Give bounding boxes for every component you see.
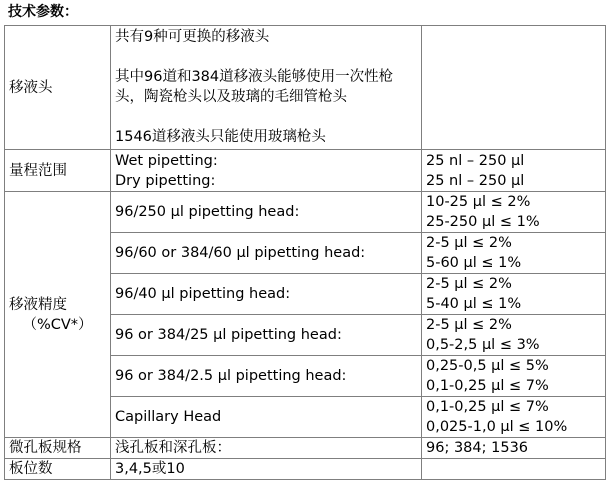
tips-description xyxy=(111,26,422,150)
precision-head-values xyxy=(422,192,606,233)
precision-head-values xyxy=(422,315,606,356)
tips-value-empty xyxy=(422,26,606,150)
precision-value: 0,1-0,25 µl ≤ 7% xyxy=(426,378,549,394)
precision-head-values xyxy=(422,274,606,315)
precision-value: 25-250 µl ≤ 1% xyxy=(426,214,540,230)
row-label-positions: 板位数 xyxy=(5,459,111,480)
range-item-value: 25 nl – 250 µl xyxy=(426,152,525,169)
precision-value: 0,025-1,0 µl ≤ 10% xyxy=(426,419,568,435)
precision-head-name: 96/40 µl pipetting head: xyxy=(111,274,422,315)
precision-head-values xyxy=(422,397,606,438)
tips-line1: 共有9种可更换的移液头 xyxy=(115,29,270,45)
precision-label-line1: 移液精度 xyxy=(9,296,67,313)
precision-value: 10-25 µl ≤ 2% xyxy=(426,194,531,210)
positions-value: 3,4,5或10 xyxy=(111,459,422,480)
precision-value: 2-5 µl ≤ 2% xyxy=(426,317,512,333)
tips-line3: 1546道移液头只能使用玻璃枪头 xyxy=(115,129,326,145)
precision-head-name: 96 or 384/25 µl pipetting head: xyxy=(111,315,422,356)
precision-value: 0,5-2,5 µl ≤ 3% xyxy=(426,337,540,353)
precision-label-line2: （%CV*） xyxy=(22,316,93,333)
positions-empty xyxy=(422,459,606,480)
tips-line2b: 头，陶瓷枪头以及玻璃的毛细管枪头 xyxy=(115,89,347,105)
spec-table xyxy=(4,25,606,480)
range-names xyxy=(111,150,422,192)
range-item-name: Wet pipetting: xyxy=(115,152,218,169)
table-row xyxy=(5,438,606,459)
table-row xyxy=(5,459,606,480)
precision-value: 0,25-0,5 µl ≤ 5% xyxy=(426,358,549,374)
tips-line2a: 其中96道和384道移液头能够使用一次性枪 xyxy=(115,69,394,85)
row-label-plates: 微孔板规格 xyxy=(5,438,111,459)
range-item-value: 25 nl – 250 µl xyxy=(426,172,525,189)
table-row xyxy=(5,192,606,233)
precision-head-name: Capillary Head xyxy=(111,397,422,438)
precision-head-values xyxy=(422,233,606,274)
precision-head-name: 96/250 µl pipetting head: xyxy=(111,192,422,233)
table-row xyxy=(5,26,606,150)
section-heading: 技术参数： xyxy=(8,4,78,20)
table-row xyxy=(5,150,606,192)
plates-name: 浅孔板和深孔板： xyxy=(111,438,422,459)
range-values xyxy=(422,150,606,192)
precision-head-name: 96/60 or 384/60 µl pipetting head: xyxy=(111,233,422,274)
precision-value: 2-5 µl ≤ 2% xyxy=(426,235,512,251)
row-label-precision xyxy=(5,192,111,438)
row-label-range: 量程范围 xyxy=(5,150,111,192)
precision-head-name: 96 or 384/2.5 µl pipetting head: xyxy=(111,356,422,397)
precision-value: 2-5 µl ≤ 2% xyxy=(426,276,512,292)
range-item-name: Dry pipetting: xyxy=(115,172,216,189)
precision-head-values xyxy=(422,356,606,397)
precision-value: 5-40 µl ≤ 1% xyxy=(426,296,522,312)
precision-value: 5-60 µl ≤ 1% xyxy=(426,255,522,271)
row-label-tips: 移液头 xyxy=(5,26,111,150)
plates-value: 96; 384; 1536 xyxy=(422,438,606,459)
precision-value: 0,1-0,25 µl ≤ 7% xyxy=(426,399,549,415)
